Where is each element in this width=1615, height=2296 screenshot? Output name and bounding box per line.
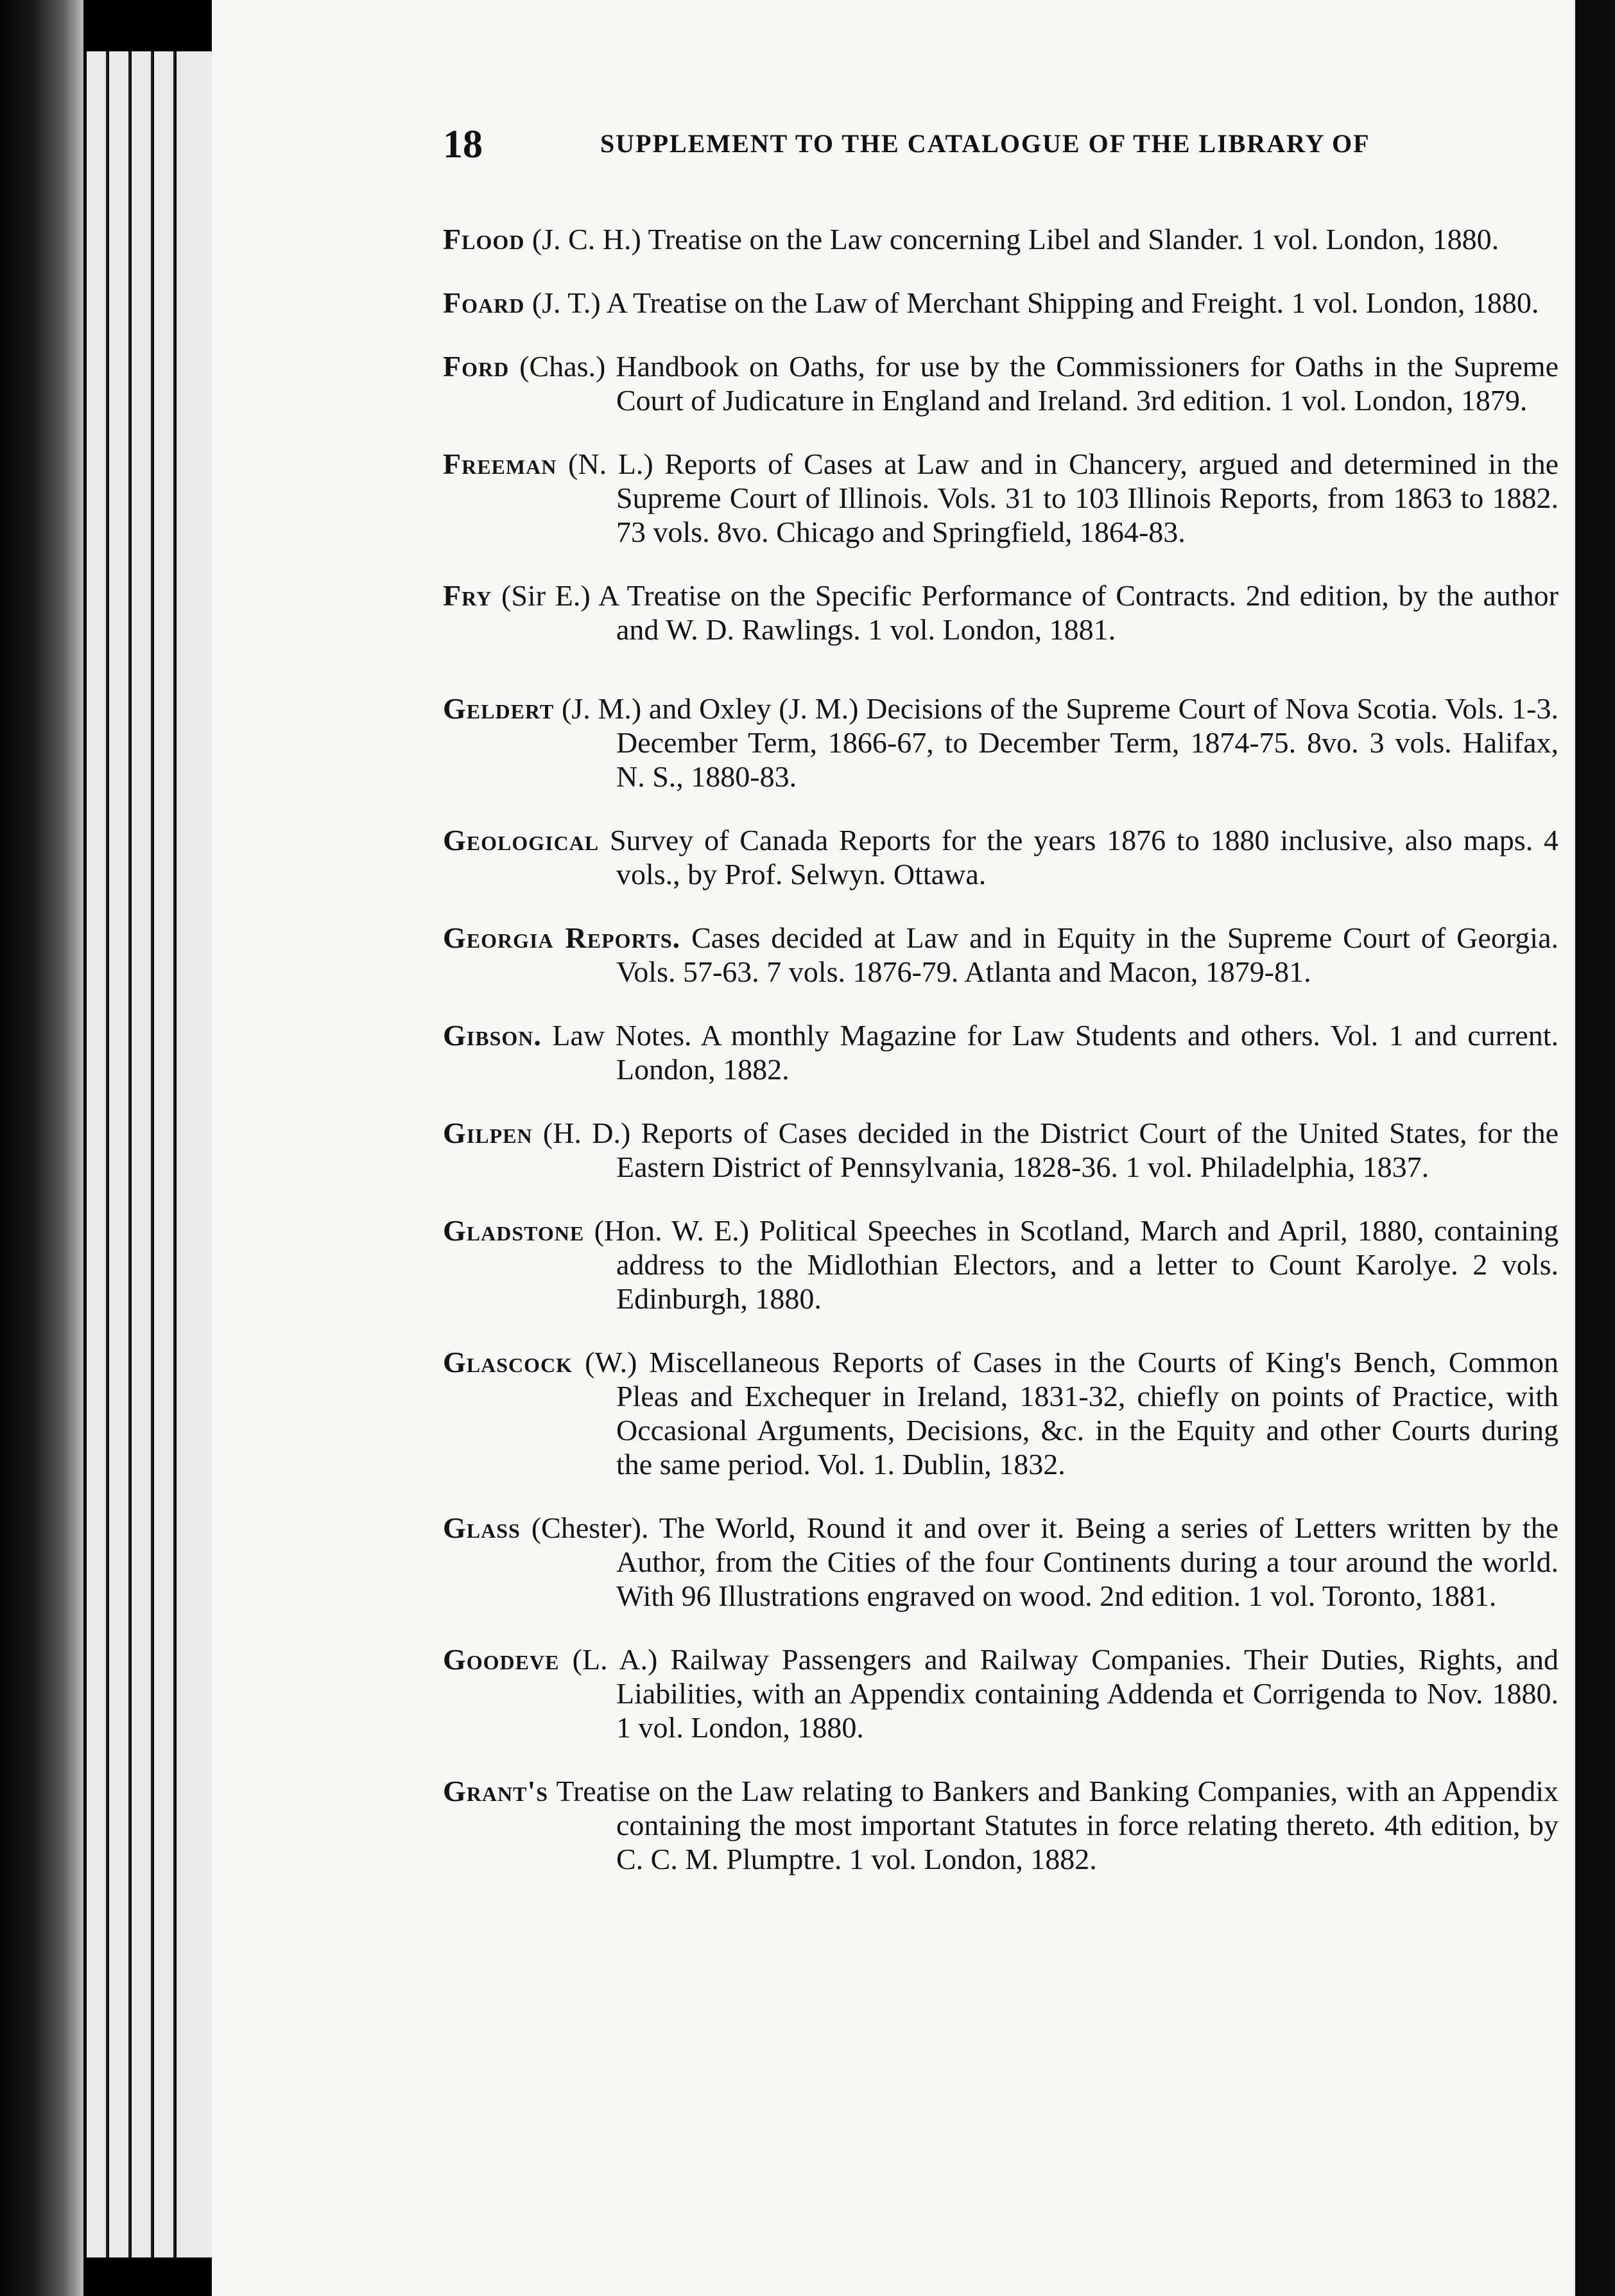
entry-text: Cases decided at Law and in Equity in the Supreme Court of Georgia. Vols. 57-63. 7 vols. 1876-79. Atlanta and Macon, 1879-81. bbox=[616, 921, 1559, 988]
entry-text: (Chester). The World, Round it and over it. Being a series of Letters written by the Author, from the Cities of the four Continents during a tour around the world. With 96 Illustrations engraved on wood. 2nd edition. 1 vol. Toronto, 1881. bbox=[520, 1511, 1559, 1612]
entry-author: Grant's bbox=[443, 1775, 549, 1807]
scan-border-right bbox=[1575, 0, 1615, 2296]
catalogue-entry bbox=[443, 823, 1559, 891]
entry-author: Glascock bbox=[443, 1346, 573, 1378]
entry-author: Foard bbox=[443, 286, 525, 319]
page-number: 18 bbox=[443, 123, 483, 166]
catalogue-entry bbox=[443, 222, 1559, 256]
entry-text: (H. D.) Reports of Cases decided in the District Court of the United States, for the Eastern District of Pennsylvania, 1828-36. 1 vol. Philadelphia, 1837. bbox=[532, 1117, 1559, 1183]
catalogue-entry bbox=[443, 286, 1559, 320]
entry-text: (J. M.) and Oxley (J. M.) Decisions of the Supreme Court of Nova Scotia. Vols. 1-3. December Term, 1866-67, to December Term, 1874-75. 8vo. 3 vols. Halifax, N. S., 1880-83. bbox=[554, 692, 1559, 793]
entry-author: Ford bbox=[443, 350, 510, 383]
entry-author: Glass bbox=[443, 1511, 521, 1544]
catalogue-entry bbox=[443, 349, 1559, 417]
catalogue-entry bbox=[443, 578, 1559, 647]
catalogue-entry bbox=[443, 691, 1559, 794]
entry-author: Geological bbox=[443, 824, 600, 857]
entry-text: (W.) Miscellaneous Reports of Cases in the Courts of King's Bench, Common Pleas and Exchequer in Ireland, 1831-32, chiefly on points of Practice, with Occasional Arguments, Decisions, &c. in the Equity and other Courts during the same period. Vol. 1. Dublin, 1832. bbox=[573, 1346, 1559, 1481]
page-edge-strip bbox=[87, 51, 108, 2257]
catalogue-entry bbox=[443, 1774, 1559, 1876]
entry-author: Goodeve bbox=[443, 1643, 560, 1676]
catalogue-entry bbox=[443, 1345, 1559, 1481]
catalogue-entries bbox=[443, 193, 1559, 1888]
entry-text: (J. C. H.) Treatise on the Law concerning Libel and Slander. 1 vol. London, 1880. bbox=[524, 223, 1499, 256]
page-edge-strip bbox=[154, 51, 175, 2257]
running-title: SUPPLEMENT TO THE CATALOGUE OF THE LIBRARY OF bbox=[600, 129, 1370, 158]
entry-author: Flood bbox=[443, 223, 525, 256]
entry-text: (N. L.) Reports of Cases at Law and in Chancery, argued and determined in the Supreme Court of Illinois. Vols. 31 to 103 Illinois Reports, from 1863 to 1882. 73 vols. 8vo. Chicago and Springfield, 1864-83. bbox=[557, 448, 1559, 548]
entry-text: Law Notes. A monthly Magazine for Law Students and others. Vol. 1 and current. London, 1882. bbox=[541, 1019, 1559, 1086]
entry-text: Treatise on the Law relating to Bankers and Banking Companies, with an Appendix containing the most important Statutes in force relating thereto. 4th edition, by C. C. M. Plumptre. 1 vol. London, 1882. bbox=[548, 1775, 1559, 1875]
catalogue-entry bbox=[443, 1018, 1559, 1086]
catalogue-entry bbox=[443, 1213, 1559, 1316]
catalogue-entry bbox=[443, 1511, 1559, 1613]
entry-author: Geldert bbox=[443, 692, 555, 725]
entry-text: (Sir E.) A Treatise on the Specific Performance of Contracts. 2nd edition, by the author and W. D. Rawlings. 1 vol. London, 1881. bbox=[492, 579, 1559, 646]
entry-author: Gibson. bbox=[443, 1019, 542, 1052]
entry-text: Survey of Canada Reports for the years 1876 to 1880 inclusive, also maps. 4 vols., by Prof. Selwyn. Ottawa. bbox=[599, 824, 1559, 891]
page-edge-strip bbox=[132, 51, 153, 2257]
entry-author: Gladstone bbox=[443, 1214, 585, 1247]
catalogue-entry bbox=[443, 1642, 1559, 1744]
entry-text: (Chas.) Handbook on Oaths, for use by the Commissioners for Oaths in the Supreme Court of Judicature in England and Ireland. 3rd edition. 1 vol. London, 1879. bbox=[509, 350, 1559, 417]
page-edge-strip bbox=[177, 51, 214, 2257]
entry-author: Gilpen bbox=[443, 1117, 533, 1149]
entry-author: Georgia Reports. bbox=[443, 921, 681, 954]
entry-text: (L. A.) Railway Passengers and Railway Companies. Their Duties, Rights, and Liabilities, with an Appendix containing Addenda et Corrigenda to Nov. 1880. 1 vol. London, 1880. bbox=[559, 1643, 1559, 1744]
entry-text: (J. T.) A Treatise on the Law of Merchant Shipping and Freight. 1 vol. London, 1880. bbox=[524, 286, 1539, 319]
entry-author: Fry bbox=[443, 579, 492, 612]
page-edge-strip bbox=[109, 51, 130, 2257]
catalogue-entry bbox=[443, 1116, 1559, 1184]
catalogue-entry bbox=[443, 447, 1559, 549]
entry-text: (Hon. W. E.) Political Speeches in Scotland, March and April, 1880, containing address to the Midlothian Electors, and a letter to Count Karolye. 2 vols. Edinburgh, 1880. bbox=[584, 1214, 1559, 1315]
catalogue-entry bbox=[443, 921, 1559, 989]
book-binding-edge bbox=[0, 0, 83, 2296]
entry-author: Freeman bbox=[443, 448, 557, 480]
